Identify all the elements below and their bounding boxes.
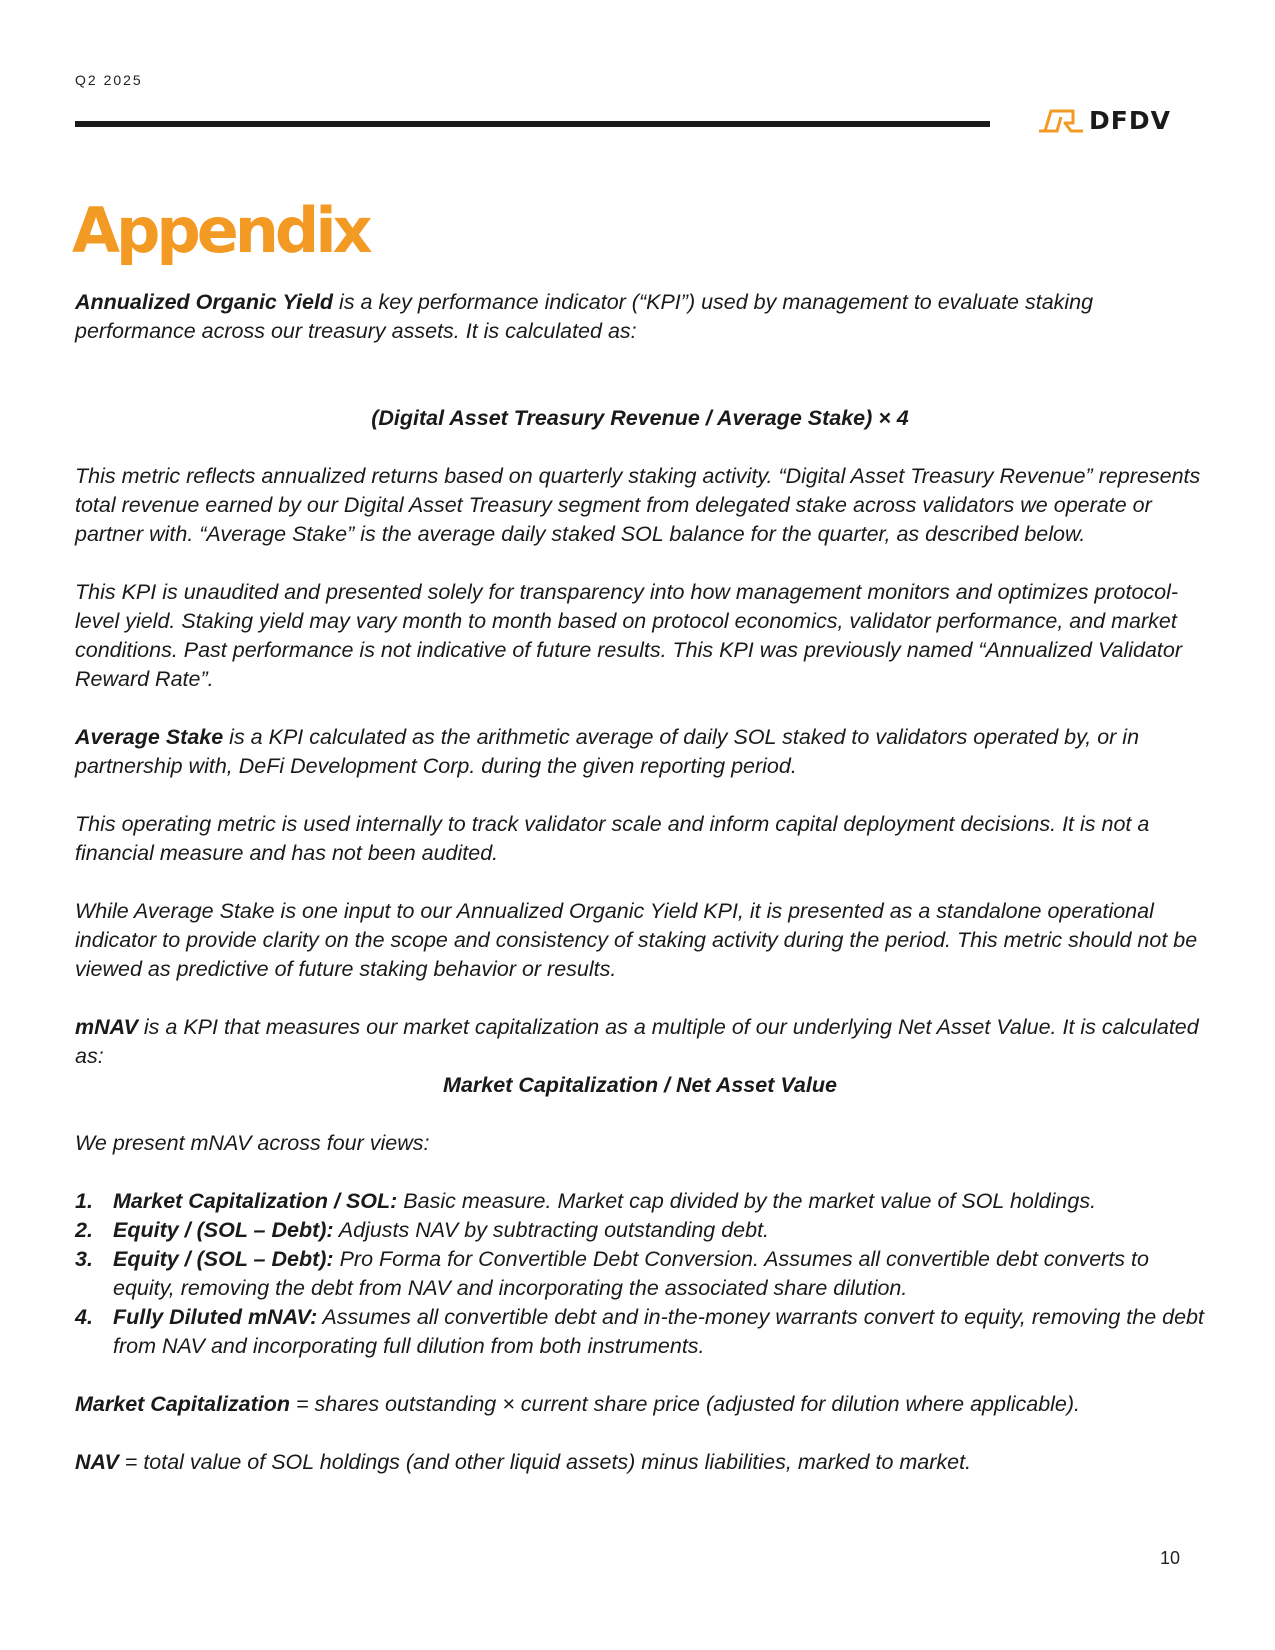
list-item xyxy=(75,1187,1205,1216)
list-item xyxy=(75,1216,1205,1245)
list-item-text: Pro Forma for Convertible Debt Conversion. Assumes all convertible debt converts to equity, removing the debt from NAV and incorporating the associated share dilution. xyxy=(113,1247,1149,1300)
mnav-intro: is a KPI that measures our market capitalization as a multiple of our underlying Net Asset Value. It is calculated as: xyxy=(75,1015,1199,1068)
quarter-label: Q2 2025 xyxy=(75,72,143,88)
dfdv-logo-icon xyxy=(1037,105,1085,135)
list-item-number: 2. xyxy=(75,1218,93,1242)
mnav-term: mNAV xyxy=(75,1015,138,1039)
avg-stake-paragraph-2: While Average Stake is one input to our Annualized Organic Yield KPI, it is presented as a standalone operational indicator to provide clarity on the scope and consistency of staking activity during the period. This metric should not be viewed as predictive of future staking behavior or results. xyxy=(75,899,1198,981)
avg-stake-intro: is a KPI calculated as the arithmetic average of daily SOL staked to validators operated by, or in partnership with, DeFi Development Corp. during the given reporting period. xyxy=(75,725,1140,778)
list-item-number: 4. xyxy=(75,1305,93,1329)
list-item-number: 3. xyxy=(75,1247,93,1271)
list-item-term: Market Capitalization / SOL: xyxy=(113,1189,398,1213)
avg-stake-paragraph-1: This operating metric is used internally to track validator scale and inform capital deployment decisions. It is not a financial measure and has not been audited. xyxy=(75,812,1150,865)
list-item-term: Fully Diluted mNAV: xyxy=(113,1305,318,1329)
nav-definition xyxy=(75,1448,1205,1477)
aoy-paragraph-1: This metric reflects annualized returns based on quarterly staking activity. “Digital Asset Treasury Revenue” represents total revenue earned by our Digital Asset Treasury segment from delegated stake across validators we operate or partner with. “Average Stake” is the average daily staked SOL balance for the quarter, as described below. xyxy=(75,464,1201,546)
appendix-body xyxy=(75,288,1205,1506)
list-item-text: Basic measure. Market cap divided by the market value of SOL holdings. xyxy=(397,1189,1097,1213)
list-item-text: Assumes all convertible debt and in-the-money warrants convert to equity, removing the debt from NAV and incorporating full dilution from both instruments. xyxy=(113,1305,1204,1358)
avg-stake-term: Average Stake xyxy=(75,725,224,749)
nav-term: NAV xyxy=(75,1450,119,1474)
market-cap-text: = shares outstanding × current share price (adjusted for dilution where applicable). xyxy=(290,1392,1081,1416)
list-item-term: Equity / (SOL – Debt): xyxy=(113,1218,334,1242)
market-cap-term: Market Capitalization xyxy=(75,1392,291,1416)
mnav-formula: Market Capitalization / Net Asset Value xyxy=(443,1073,837,1097)
aoy-formula: (Digital Asset Treasury Revenue / Average Stake) × 4 xyxy=(371,406,909,430)
page-title: Appendix xyxy=(72,194,369,267)
aoy-paragraph-2: This KPI is unaudited and presented solely for transparency into how management monitors and optimizes protocol-level yield. Staking yield may vary month to month based on protocol economics, validator performance, and market conditions. Past performance is not indicative of future results. This KPI was previously named “Annualized Validator Reward Rate”. xyxy=(75,580,1182,691)
aoy-intro: is a key performance indicator (“KPI”) used by management to evaluate staking performance across our treasury assets. It is calculated as: xyxy=(75,290,1094,343)
header-rule xyxy=(75,121,990,127)
avg-stake-definition xyxy=(75,723,1205,781)
aoy-definition xyxy=(75,288,1205,346)
mnav-views-list xyxy=(75,1187,1205,1361)
list-item-number: 1. xyxy=(75,1189,93,1213)
nav-text: = total value of SOL holdings (and other liquid assets) minus liabilities, marked to market. xyxy=(118,1450,972,1474)
page-number: 10 xyxy=(1160,1548,1181,1568)
mnav-views-intro: We present mNAV across four views: xyxy=(75,1131,430,1155)
dfdv-logo xyxy=(1037,104,1171,136)
logo-text: DFDV xyxy=(1089,105,1171,135)
list-item xyxy=(75,1245,1205,1303)
list-item-text: Adjusts NAV by subtracting outstanding debt. xyxy=(333,1218,770,1242)
list-item xyxy=(75,1303,1205,1361)
list-item-term: Equity / (SOL – Debt): xyxy=(113,1247,334,1271)
aoy-term: Annualized Organic Yield xyxy=(75,290,334,314)
market-cap-definition xyxy=(75,1390,1205,1419)
mnav-definition xyxy=(75,1013,1205,1071)
